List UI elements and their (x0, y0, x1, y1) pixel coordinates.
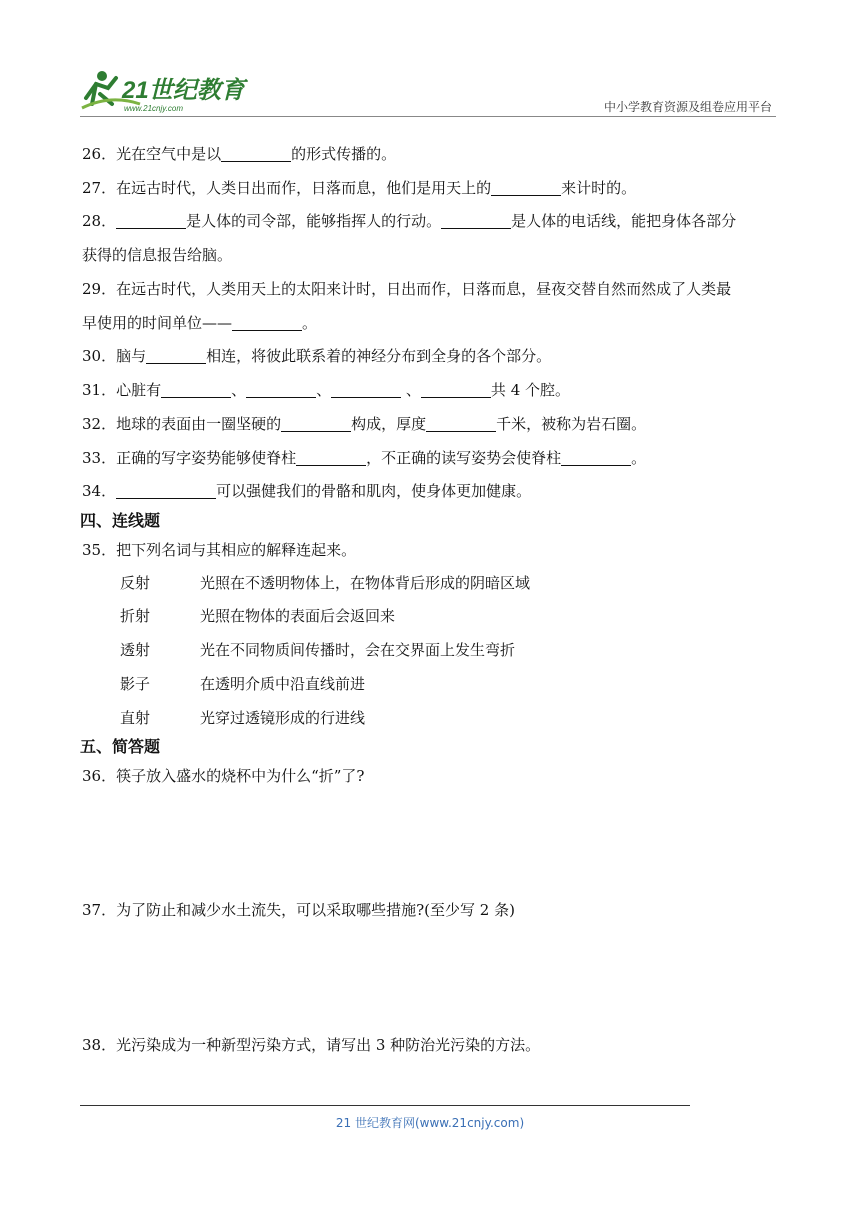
question-35: 35．把下列名词与其相应的解释连起来。 (82, 541, 357, 559)
question-30: 30．脑与 相连，将彼此联系着的神经分布到全身的各个部分。 (82, 347, 552, 365)
match-term[interactable]: 反射 (120, 574, 151, 592)
question-32: 32．地球的表面由一圈坚硬的 构成，厚度 千米，被称为岩石圈。 (82, 415, 647, 433)
section-title-matching: 四、连线题 (80, 511, 161, 530)
question-28: 28． 是人体的司令部，能够指挥人的行动。 是人体的电话线，能把身体各部分 (82, 212, 737, 230)
question-31: 31．心脏有 、 、 、 共 4 个腔。 (82, 381, 571, 399)
answer-blank[interactable] (281, 415, 351, 432)
answer-blank[interactable] (232, 314, 302, 331)
answer-blank[interactable] (331, 381, 401, 398)
logo-title: 21世纪教育 (122, 77, 245, 104)
match-definition[interactable]: 光照在物体的表面后会返回来 (200, 607, 396, 625)
answer-blank[interactable] (426, 415, 496, 432)
match-definition[interactable]: 光照在不透明物体上，在物体背后形成的阴暗区域 (200, 574, 531, 592)
question-37: 37．为了防止和减少水土流失，可以采取哪些措施?(至少写 2 条) (82, 901, 515, 919)
runner-logo-icon (80, 64, 280, 116)
question-36: 36．筷子放入盛水的烧杯中为什么“折”了? (82, 767, 365, 785)
platform-name: 中小学教育资源及组卷应用平台 (603, 100, 772, 114)
question-27: 27．在远古时代，人类日出而作，日落而息，他们是用天上的 来计时的。 (82, 179, 637, 197)
match-term[interactable]: 影子 (120, 675, 151, 693)
question-34: 34． 可以强健我们的骨骼和肌肉，使身体更加健康。 (82, 482, 532, 500)
answer-blank[interactable] (221, 145, 291, 162)
answer-blank[interactable] (116, 212, 186, 229)
site-logo (80, 64, 280, 116)
section-title-short-answer: 五、简答题 (80, 737, 161, 756)
footer-link[interactable]: 21 世纪教育网(www.21cnjy.com) (335, 1116, 525, 1130)
match-term[interactable]: 折射 (120, 607, 151, 625)
question-29-cont: 早使用的时间单位—— 。 (82, 314, 318, 332)
logo-url: www.21cnjy.com (124, 104, 183, 113)
answer-blank[interactable] (116, 482, 216, 499)
question-29: 29．在远古时代，人类用天上的太阳来计时，日出而作，日落而息，昼夜交替自然而然成了人类最 (82, 280, 732, 298)
answer-blank[interactable] (161, 381, 231, 398)
answer-blank[interactable] (146, 347, 206, 364)
answer-blank[interactable] (441, 212, 511, 229)
question-28-cont: 获得的信息报告给脑。 (82, 246, 233, 264)
answer-blank[interactable] (296, 449, 366, 466)
question-26: 26．光在空气中是以 的形式传播的。 (82, 145, 397, 163)
match-definition[interactable]: 光在不同物质间传播时，会在交界面上发生弯折 (200, 641, 516, 659)
match-definition[interactable]: 光穿过透镜形成的行进线 (200, 709, 366, 727)
question-38: 38．光污染成为一种新型污染方式，请写出 3 种防治光污染的方法。 (82, 1036, 541, 1054)
answer-blank[interactable] (491, 179, 561, 196)
answer-blank[interactable] (421, 381, 491, 398)
match-definition[interactable]: 在透明介质中沿直线前进 (200, 675, 366, 693)
answer-blank[interactable] (246, 381, 316, 398)
question-33: 33．正确的写字姿势能够使脊柱 ，不正确的读写姿势会使脊柱 。 (82, 449, 647, 467)
header-divider (80, 116, 776, 117)
answer-blank[interactable] (561, 449, 631, 466)
match-term[interactable]: 直射 (120, 709, 151, 727)
match-term[interactable]: 透射 (120, 641, 151, 659)
footer-divider (80, 1105, 690, 1106)
